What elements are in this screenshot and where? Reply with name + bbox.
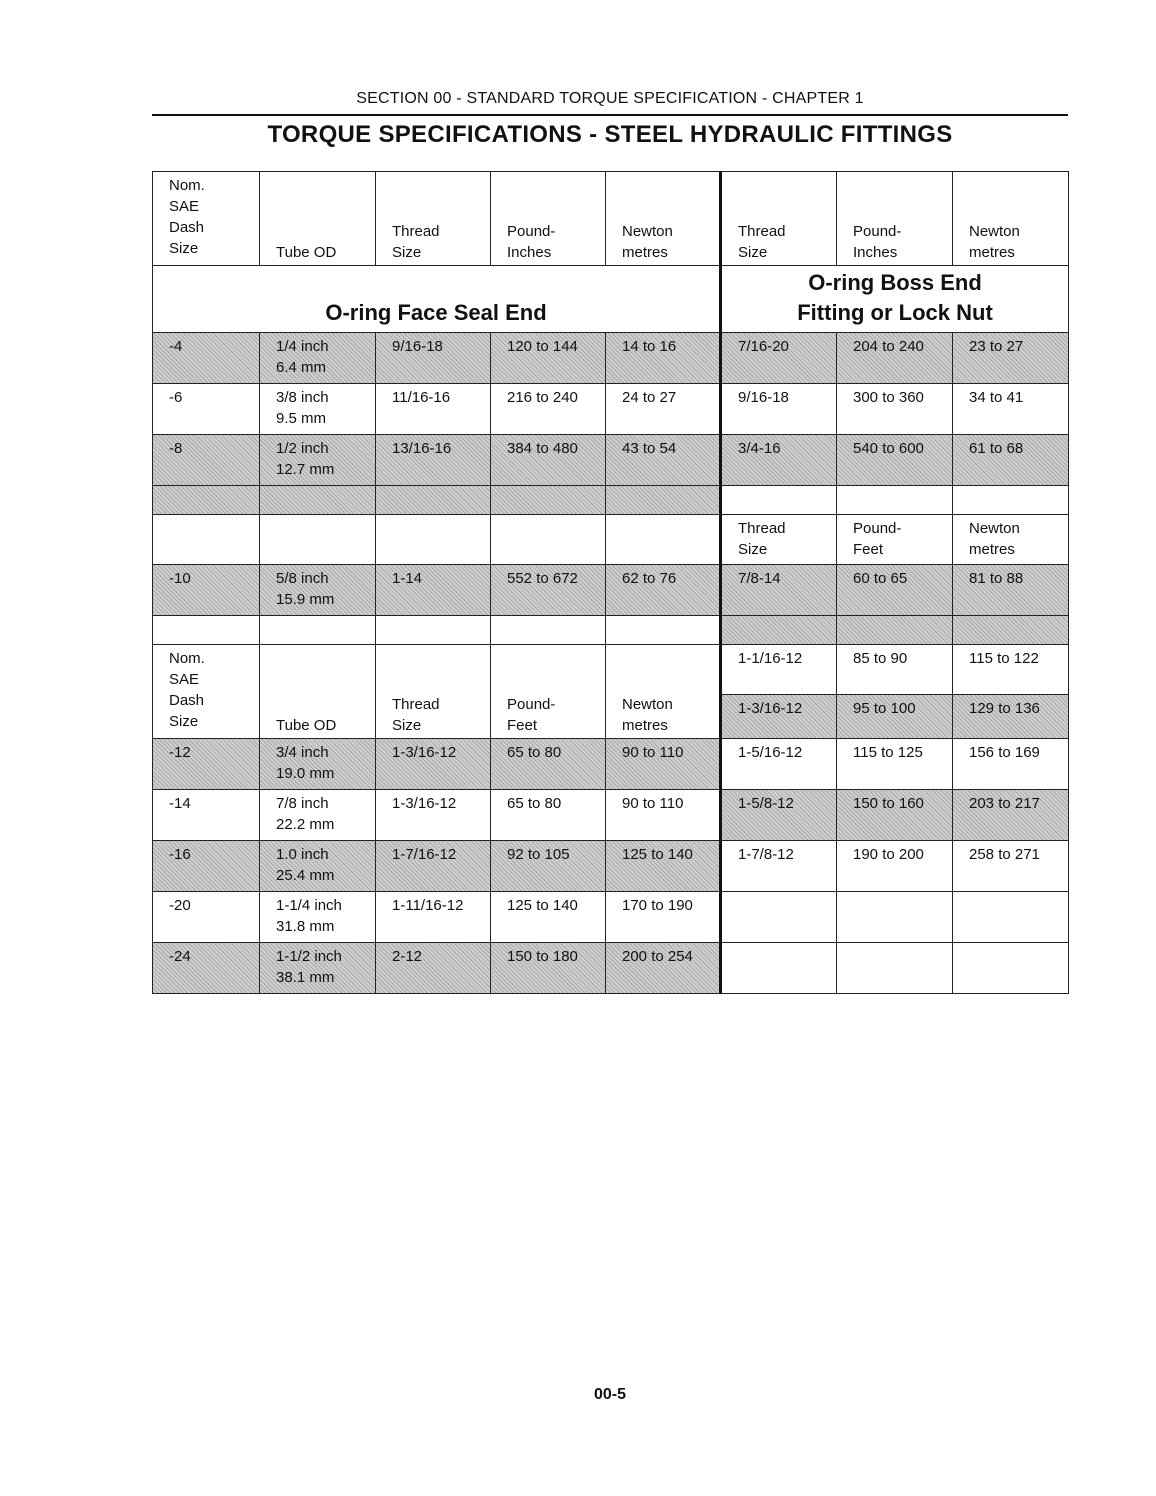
cell-boss-pound: 204 to 240 bbox=[837, 333, 953, 384]
header-face-pound: Pound- Inches bbox=[491, 172, 606, 266]
cell-dash: -14 bbox=[153, 790, 260, 841]
cell-face-pound: 65 to 80 bbox=[491, 790, 606, 841]
cell-boss-thread: 1-3/16-12 bbox=[721, 695, 837, 739]
empty-cell bbox=[491, 515, 606, 565]
empty-cell bbox=[606, 515, 721, 565]
empty-cell bbox=[721, 616, 837, 645]
cell-boss-newton: 115 to 122 bbox=[953, 645, 1069, 695]
section-header: SECTION 00 - STANDARD TORQUE SPECIFICATION - CHAPTER 1 bbox=[356, 90, 864, 107]
cell-face-newton: 200 to 254 bbox=[606, 943, 721, 994]
empty-cell bbox=[721, 486, 837, 515]
cell-face-pound: 216 to 240 bbox=[491, 384, 606, 435]
cell-boss-thread: 7/8-14 bbox=[721, 565, 837, 616]
empty-cell bbox=[491, 486, 606, 515]
cell-boss-newton: 61 to 68 bbox=[953, 435, 1069, 486]
header-boss-pound: Pound- Inches bbox=[837, 172, 953, 266]
page-number: 00-5 bbox=[593, 1386, 627, 1403]
cell-face-pound: 150 to 180 bbox=[491, 943, 606, 994]
section-boss-end: O-ring Boss End Fitting or Lock Nut bbox=[721, 266, 1069, 333]
cell-boss-thread: 1-1/16-12 bbox=[721, 645, 837, 695]
cell-face-newton: 90 to 110 bbox=[606, 739, 721, 790]
cell-boss-thread: 3/4-16 bbox=[721, 435, 837, 486]
empty-cell bbox=[376, 515, 491, 565]
empty-cell bbox=[953, 616, 1069, 645]
cell-tube-od: 3/4 inch 19.0 mm bbox=[260, 739, 376, 790]
table-row bbox=[153, 943, 1069, 994]
empty-cell bbox=[260, 616, 376, 645]
subheader-dash-size: Nom. SAE Dash Size bbox=[153, 645, 260, 739]
subheader-face-newton: Newton metres bbox=[606, 645, 721, 739]
cell-boss-newton: 23 to 27 bbox=[953, 333, 1069, 384]
empty-cell bbox=[953, 486, 1069, 515]
face-subheader-row bbox=[153, 645, 1069, 695]
table-row bbox=[153, 435, 1069, 486]
cell-face-thread: 13/16-16 bbox=[376, 435, 491, 486]
subheader-face-pound: Pound- Feet bbox=[491, 645, 606, 739]
cell-boss-thread bbox=[721, 943, 837, 994]
cell-boss-pound: 95 to 100 bbox=[837, 695, 953, 739]
subheader-boss-newton: Newton metres bbox=[953, 515, 1069, 565]
cell-boss-newton: 34 to 41 bbox=[953, 384, 1069, 435]
torque-table bbox=[152, 171, 1069, 994]
empty-cell bbox=[837, 486, 953, 515]
empty-cell bbox=[606, 486, 721, 515]
cell-boss-pound: 60 to 65 bbox=[837, 565, 953, 616]
cell-boss-newton bbox=[953, 943, 1069, 994]
cell-face-pound: 120 to 144 bbox=[491, 333, 606, 384]
cell-tube-od: 3/8 inch 9.5 mm bbox=[260, 384, 376, 435]
empty-cell bbox=[606, 616, 721, 645]
empty-cell bbox=[491, 616, 606, 645]
cell-tube-od: 1/4 inch 6.4 mm bbox=[260, 333, 376, 384]
cell-boss-newton: 258 to 271 bbox=[953, 841, 1069, 892]
cell-boss-pound: 540 to 600 bbox=[837, 435, 953, 486]
cell-boss-thread bbox=[721, 892, 837, 943]
section-face-seal: O-ring Face Seal End bbox=[153, 266, 721, 333]
empty-cell bbox=[837, 616, 953, 645]
table-row bbox=[153, 892, 1069, 943]
cell-boss-newton: 81 to 88 bbox=[953, 565, 1069, 616]
cell-boss-pound: 85 to 90 bbox=[837, 645, 953, 695]
cell-face-newton: 62 to 76 bbox=[606, 565, 721, 616]
table-row bbox=[153, 841, 1069, 892]
header-boss-newton: Newton metres bbox=[953, 172, 1069, 266]
cell-boss-pound bbox=[837, 892, 953, 943]
empty-cell bbox=[153, 486, 260, 515]
cell-face-pound: 92 to 105 bbox=[491, 841, 606, 892]
subheader-boss-thread: Thread Size bbox=[721, 515, 837, 565]
cell-face-thread: 1-14 bbox=[376, 565, 491, 616]
cell-face-thread: 9/16-18 bbox=[376, 333, 491, 384]
cell-boss-newton: 203 to 217 bbox=[953, 790, 1069, 841]
cell-face-thread: 1-7/16-12 bbox=[376, 841, 491, 892]
cell-face-thread: 2-12 bbox=[376, 943, 491, 994]
cell-dash: -24 bbox=[153, 943, 260, 994]
cell-boss-thread: 9/16-18 bbox=[721, 384, 837, 435]
boss-subheader-row bbox=[153, 515, 1069, 565]
header-tube-od: Tube OD bbox=[260, 172, 376, 266]
cell-face-newton: 170 to 190 bbox=[606, 892, 721, 943]
section-heading-row bbox=[153, 266, 1069, 333]
empty-cell bbox=[376, 486, 491, 515]
cell-boss-thread: 7/16-20 bbox=[721, 333, 837, 384]
cell-boss-pound: 115 to 125 bbox=[837, 739, 953, 790]
empty-cell bbox=[153, 616, 260, 645]
cell-boss-thread: 1-7/8-12 bbox=[721, 841, 837, 892]
cell-dash: -6 bbox=[153, 384, 260, 435]
cell-face-pound: 65 to 80 bbox=[491, 739, 606, 790]
header-face-newton: Newton metres bbox=[606, 172, 721, 266]
table-row bbox=[153, 565, 1069, 616]
cell-boss-newton: 156 to 169 bbox=[953, 739, 1069, 790]
cell-boss-thread: 1-5/8-12 bbox=[721, 790, 837, 841]
table-row bbox=[153, 333, 1069, 384]
cell-boss-pound: 300 to 360 bbox=[837, 384, 953, 435]
cell-face-thread: 1-11/16-12 bbox=[376, 892, 491, 943]
table-row bbox=[153, 790, 1069, 841]
cell-face-thread: 1-3/16-12 bbox=[376, 790, 491, 841]
cell-face-newton: 24 to 27 bbox=[606, 384, 721, 435]
spacer-row bbox=[153, 616, 1069, 645]
cell-face-newton: 14 to 16 bbox=[606, 333, 721, 384]
cell-dash: -8 bbox=[153, 435, 260, 486]
cell-boss-pound bbox=[837, 943, 953, 994]
spacer-row bbox=[153, 486, 1069, 515]
cell-tube-od: 1-1/2 inch 38.1 mm bbox=[260, 943, 376, 994]
cell-boss-pound: 190 to 200 bbox=[837, 841, 953, 892]
empty-cell bbox=[153, 515, 260, 565]
cell-boss-newton bbox=[953, 892, 1069, 943]
subheader-face-thread: Thread Size bbox=[376, 645, 491, 739]
empty-cell bbox=[376, 616, 491, 645]
subheader-boss-pound: Pound- Feet bbox=[837, 515, 953, 565]
cell-tube-od: 1/2 inch 12.7 mm bbox=[260, 435, 376, 486]
cell-dash: -12 bbox=[153, 739, 260, 790]
cell-face-pound: 125 to 140 bbox=[491, 892, 606, 943]
cell-face-newton: 43 to 54 bbox=[606, 435, 721, 486]
cell-boss-newton: 129 to 136 bbox=[953, 695, 1069, 739]
cell-dash: -10 bbox=[153, 565, 260, 616]
table-row bbox=[153, 384, 1069, 435]
cell-tube-od: 1-1/4 inch 31.8 mm bbox=[260, 892, 376, 943]
cell-face-newton: 125 to 140 bbox=[606, 841, 721, 892]
cell-face-pound: 552 to 672 bbox=[491, 565, 606, 616]
page-title: TORQUE SPECIFICATIONS - STEEL HYDRAULIC FITTINGS bbox=[267, 121, 953, 148]
empty-cell bbox=[260, 515, 376, 565]
header-dash-size: Nom. SAE Dash Size bbox=[153, 172, 260, 266]
cell-tube-od: 7/8 inch 22.2 mm bbox=[260, 790, 376, 841]
cell-dash: -16 bbox=[153, 841, 260, 892]
subheader-tube-od: Tube OD bbox=[260, 645, 376, 739]
cell-boss-thread: 1-5/16-12 bbox=[721, 739, 837, 790]
cell-face-thread: 11/16-16 bbox=[376, 384, 491, 435]
cell-tube-od: 5/8 inch 15.9 mm bbox=[260, 565, 376, 616]
cell-dash: -20 bbox=[153, 892, 260, 943]
cell-dash: -4 bbox=[153, 333, 260, 384]
table-header-row bbox=[153, 172, 1069, 266]
table-row bbox=[153, 739, 1069, 790]
cell-face-pound: 384 to 480 bbox=[491, 435, 606, 486]
header-rule bbox=[152, 114, 1068, 116]
cell-face-newton: 90 to 110 bbox=[606, 790, 721, 841]
header-boss-thread: Thread Size bbox=[721, 172, 837, 266]
cell-boss-pound: 150 to 160 bbox=[837, 790, 953, 841]
cell-tube-od: 1.0 inch 25.4 mm bbox=[260, 841, 376, 892]
cell-face-thread: 1-3/16-12 bbox=[376, 739, 491, 790]
empty-cell bbox=[260, 486, 376, 515]
header-face-thread: Thread Size bbox=[376, 172, 491, 266]
